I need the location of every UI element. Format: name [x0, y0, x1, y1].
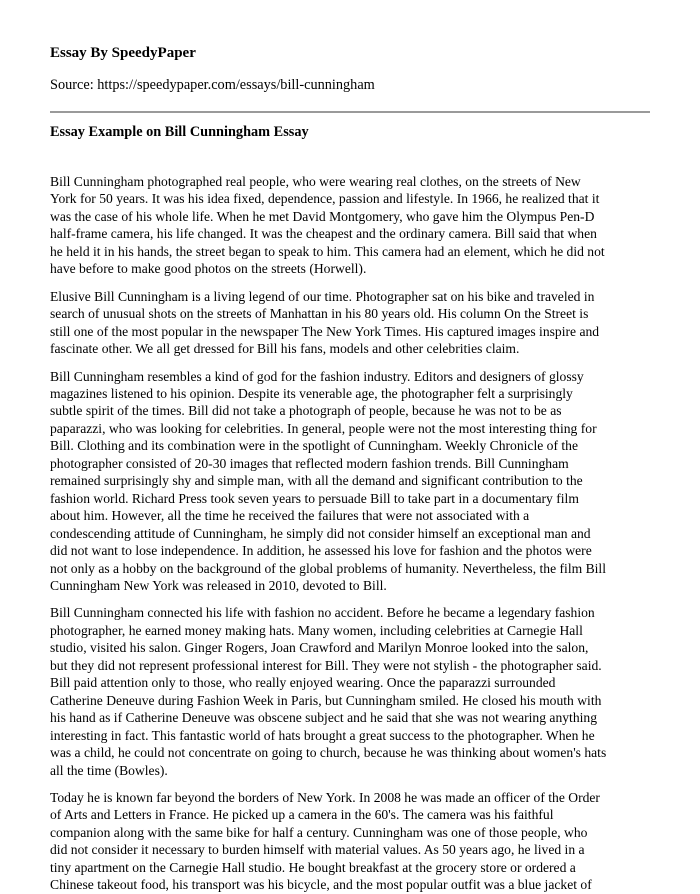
- source-line: [50, 76, 608, 94]
- essay-title: Essay Example on Bill Cunningham Essay: [50, 124, 309, 140]
- essay-body: [50, 173, 608, 894]
- essay-paragraph: Bill Cunningham connected his life with fashion no accident. Before he became a legendary fashion photographer, he earned money making hats. Many women, including celebrities at Carnegie Hall studio, visited his salon. Ginger Rogers, Joan Crawford and Marilyn Monroe looked into the salon, but they did not represent professional interest for Bill. They were not stylish - the photographer said. Bill paid attention only to those, who really enjoyed wearing. Once the paparazzi surrounded Catherine Deneuve during Fashion Week in Paris, but Cunningham smiled. He closed his mouth with his hand as if Catherine Deneuve was obscene subject and he said that she was not wearing anything interesting in fact. This fantastic world of hats brought a great success to the photographer. When he was a child, he could not concentrate on going to church, because he was thinking about women's hats all the time (Bowles).: [50, 605, 607, 778]
- source-label: Source:: [50, 77, 98, 93]
- header-divider: [50, 111, 650, 113]
- essay-paragraph: Bill Cunningham resembles a kind of god for the fashion industry. Editors and designers of glossy magazines listened to his opinion. Despite its venerable age, the photographer felt a surprisingly subtle spirit of the times. Bill did not take a photograph of people, because he was not to be as paparazzi, who was looking for celebrities. In general, people were not the most interesting thing for Bill. Clothing and its combination were in the spotlight of Cunningham. Weekly Chronicle of the photographer consisted of 20-30 images that reflected modern fashion trends. Bill Cunningham remained surprisingly shy and simple man, with all the demand and significant contribution to the fashion world. Richard Press took seven years to persuade Bill to take part in a documentary film about him. However, all the time he received the failures that were not associated with a condescending attitude of Cunningham, he simply did not consider himself an exceptional man and did not want to lose independence. In addition, he assessed his love for fashion and the photos were not only as a hobby on the background of the global problems of humanity. Nevertheless, the film Bill Cunningham New York was released in 2010, devoted to Bill.: [50, 368, 606, 593]
- essay-paragraph: Bill Cunningham photographed real people, who were wearing real clothes, on the streets of New York for 50 years. It was his idea fixed, dependence, passion and lifestyle. In 1966, he realized that it was the case of his whole life. When he met David Montgomery, who gave him the Olympus Pen-D half-frame camera, his life changed. It was the cheapest and the ordinary camera. Bill said that when he held it in his hands, the street began to speak to him. This camera had an element, which he did not have before to make good photos on the streets (Horwell).: [50, 174, 605, 277]
- source-url: https://speedypaper.com/essays/bill-cunningham: [97, 77, 375, 93]
- document-title: Essay By SpeedyPaper: [50, 45, 196, 61]
- essay-paragraph: Today he is known far beyond the borders of New York. In 2008 he was made an officer of the Order of Arts and Letters in France. He picked up a camera in the 60's. The camera was his faithful companion along with the same bike for half a century. Cunningham was one of those people, who did not consider it necessary to burden himself with material values. As 50 years ago, he lived in a tiny apartment on the Carnegie Hall studio. He bought breakfast at the grocery store or ordered a Chinese takeout food, his transport was his bicycle, and the most popular outfit was a blue jacket of: [50, 789, 600, 893]
- essay-paragraph: Elusive Bill Cunningham is a living legend of our time. Photographer sat on his bike and traveled in search of unusual shots on the streets of Manhattan in his 80 years old. His column On the Street is still one of the most popular in the newspaper The New York Times. His captured images inspire and fascinate other. We all get dressed for Bill his fans, models and other celebrities claim.: [50, 288, 600, 357]
